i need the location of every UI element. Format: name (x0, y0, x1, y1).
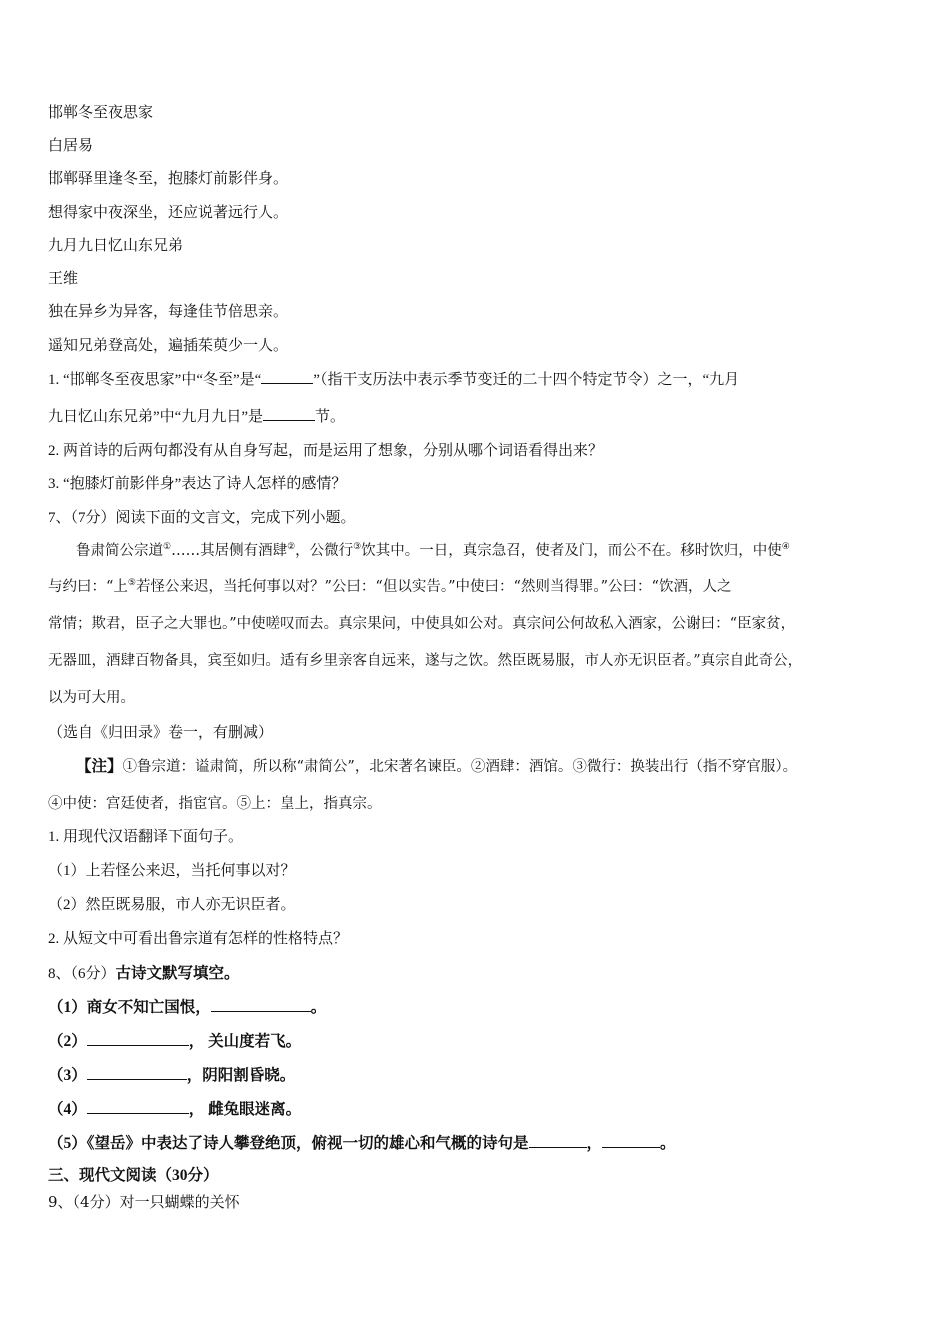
poem1-author: 白居易 (48, 136, 94, 154)
poem1-line1: 邯郸驿里逢冬至，抱膝灯前影伴身。 (48, 169, 289, 187)
q8-instruction: 古诗文默写填空。 (115, 965, 240, 982)
answer-blank (87, 1065, 187, 1080)
poem2-author: 王维 (48, 269, 79, 287)
q7-passage-line5: 以为可大用。 (48, 690, 135, 706)
q7-sub2: 2. 从短文中可看出鲁宗道有怎样的性格特点？ (48, 931, 349, 947)
passage-text: 与约曰：“上 (48, 579, 128, 595)
footnote-mark: ② (287, 542, 296, 553)
q6-sub1-text-c: 九日忆山东兄弟”中“九月九日”是 (48, 409, 263, 425)
item-text: ，阴阳割昏晓。 (186, 1067, 296, 1084)
q7-passage-line4: 无器皿，酒肆百物备具，宾至如归。适有乡里亲客自远来，遂与之饮。然臣既易服，市人亦无识臣者。”真宗自此奇公， (48, 653, 803, 669)
q9-header: 9、（4分）对一只蝴蝶的关怀 (48, 1193, 240, 1211)
passage-text: 若怪公来迟，当托何事以对？”公曰：“但以实告。”中使曰：“然则当得罪。”公曰：“饮酒，人之 (136, 579, 732, 595)
poem2-line1: 独在异乡为异客，每逢佳节倍思亲。 (48, 302, 289, 320)
poem1-line2: 想得家中夜深坐，还应说著远行人。 (48, 203, 289, 221)
passage-text: ，公微行 (295, 543, 354, 559)
footnote-mark: ③ (353, 542, 362, 553)
q6-sub1-text-d: 节。 (314, 409, 345, 425)
q6-sub1-line2 (48, 406, 345, 427)
answer-blank (261, 369, 313, 384)
q8-item1 (48, 997, 326, 1018)
q7-passage-line1 (76, 541, 790, 561)
item-text: 。 (310, 999, 327, 1016)
q6-sub1-text-a: 1. “邯郸冬至夜思家”中“冬至”是“ (48, 372, 262, 388)
answer-blank (529, 1133, 587, 1148)
item-text: （4） (48, 1101, 87, 1118)
footnote-mark: ④ (781, 542, 790, 553)
q7-sub1: 1. 用现代汉语翻译下面句子。 (48, 829, 244, 845)
q8-item2 (48, 1031, 301, 1052)
q8-item3 (48, 1065, 295, 1086)
q7-source: （选自《归田录》卷一，有删减） (48, 723, 274, 741)
item-text: （1）商女不知亡国恨， (48, 999, 211, 1016)
section3-header: 三、现代文阅读（30分） (48, 1167, 219, 1184)
q7-note-line2: ④中使：宫廷使者，指宦官。⑤上：皇上，指真宗。 (48, 796, 382, 812)
note-text: ①鲁宗道：谥肃简，所以称“肃简公”，北宋著名谏臣。②酒肆：酒馆。③微行：换装出行（指不穿官服）。 (122, 759, 798, 775)
q6-sub1-line1 (48, 369, 739, 390)
poem2-line2: 遥知兄弟登高处，遍插茱萸少一人。 (48, 336, 289, 354)
item-text: （2） (48, 1033, 87, 1050)
answer-blank (211, 997, 311, 1012)
note-label: 【注】 (76, 758, 123, 775)
item-text: 。 (660, 1135, 676, 1152)
q6-sub3: 3. “抱膝灯前影伴身”表达了诗人怎样的感情？ (48, 476, 347, 492)
q8-header (48, 963, 240, 984)
q7-sub1-1: （1）上若怪公来迟，当托何事以对？ (48, 863, 296, 879)
answer-blank (87, 1099, 189, 1114)
item-text: ， (586, 1135, 603, 1152)
answer-blank (602, 1133, 660, 1148)
q8-score: 8、（6分） (48, 966, 116, 982)
item-text: （3） (48, 1067, 87, 1084)
poem2-title: 九月九日忆山东兄弟 (48, 236, 184, 254)
q6-sub2: 2. 两首诗的后两句都没有从自身写起，而是运用了想象，分别从哪个词语看得出来？ (48, 443, 604, 459)
q7-sub1-2: （2）然臣既易服，市人亦无识臣者。 (48, 897, 296, 913)
passage-text: ……其居侧有酒肆 (171, 543, 288, 559)
footnote-mark: ⑤ (127, 578, 136, 589)
q7-passage-line2 (48, 577, 731, 597)
q8-item4 (48, 1099, 301, 1120)
item-text: ， 雌兔眼迷离。 (188, 1101, 302, 1118)
q7-header: 7、（7分）阅读下面的文言文，完成下列小题。 (48, 510, 356, 526)
item-text: ， 关山度若飞。 (188, 1033, 302, 1050)
answer-blank (263, 406, 315, 421)
q7-note-line1 (76, 757, 797, 777)
poem1-title: 邯郸冬至夜思家 (48, 103, 154, 121)
footnote-mark: ① (163, 542, 172, 553)
item-text: （5）《望岳》中表达了诗人攀登绝顶，俯视一切的雄心和气概的诗句是 (48, 1135, 529, 1152)
passage-text: 鲁肃简公宗道 (76, 543, 163, 559)
q6-sub1-text-b: ”（指干支历法中表示季节变迁的二十四个特定节令）之一，“九月 (313, 372, 740, 388)
q7-passage-line3: 常情；欺君，臣子之大罪也。”中使嗟叹而去。真宗果问，中使具如公对。真宗问公何故私入酒家，公谢曰：“臣家贫， (48, 616, 796, 632)
answer-blank (87, 1031, 189, 1046)
passage-text: 饮其中。一日，真宗急召，使者及门，而公不在。移时饮归，中使 (361, 543, 782, 559)
q8-item5 (48, 1133, 676, 1154)
